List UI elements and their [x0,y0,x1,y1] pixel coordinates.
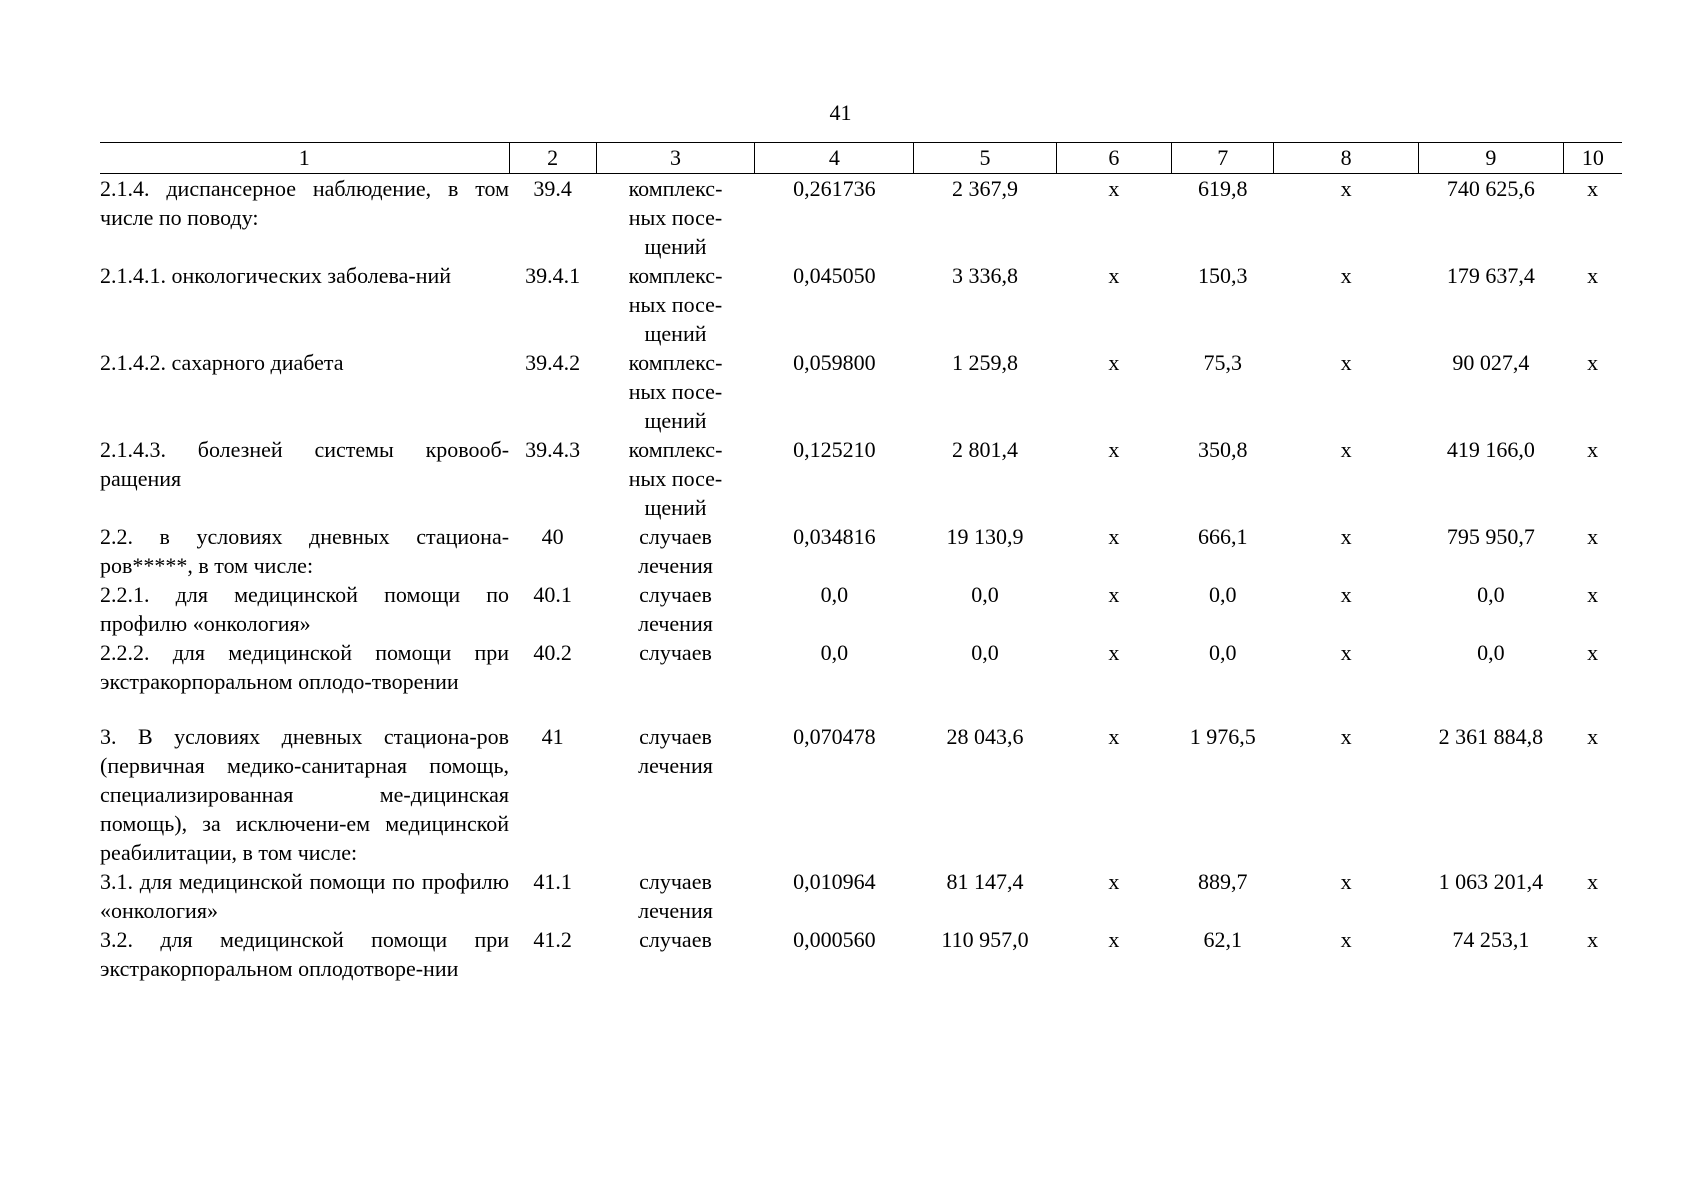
table-body [100,174,1622,984]
row-col-10: х [1587,869,1599,894]
row-col-8: х [1340,176,1352,201]
row-col-5: 0,0 [971,640,999,665]
table-row [100,522,1622,580]
header-row [100,143,1622,174]
row-col-10: х [1587,437,1599,462]
row-col-7: 889,7 [1197,869,1248,894]
table-row [100,435,1622,522]
row-unit: комплекс- ных посе- щений [628,263,723,346]
table-row [100,925,1622,983]
row-col-10: х [1587,524,1599,549]
row-col-5: 0,0 [971,582,999,607]
row-col-8: х [1340,263,1352,288]
row-col-7: 666,1 [1197,524,1248,549]
row-col-6: х [1108,869,1120,894]
row-col-8: х [1340,582,1352,607]
spacer-cell [100,696,1622,722]
row-col-7: 1 976,5 [1189,724,1256,749]
row-col-10: х [1587,263,1599,288]
row-name: 2.2.2. для медицинской помощи при экстракорпоральном оплодо-творении [100,640,510,694]
row-name: 3.2. для медицинской помощи при экстракорпоральном оплодотворе-нии [100,927,510,981]
row-col-10: х [1587,927,1599,952]
row-col-4: 0,125210 [793,437,876,462]
row-col-9: 795 950,7 [1446,524,1535,549]
column-header-4: 4 [755,143,914,174]
row-unit: случаев лечения [638,724,713,778]
column-header-6: 6 [1056,143,1171,174]
column-header-10: 10 [1563,143,1622,174]
row-spacer [100,696,1622,722]
row-name: 2.2.1. для медицинской помощи по профилю «онкология» [100,582,510,636]
row-col-7: 0,0 [1208,640,1237,665]
column-header-2: 2 [509,143,596,174]
row-col-8: х [1340,869,1352,894]
row-col-4: 0,070478 [793,724,876,749]
table-row [100,638,1622,696]
row-col-5: 3 336,8 [951,263,1018,288]
row-code: 39.4 [533,176,572,201]
row-col-4: 0,0 [820,582,849,607]
row-col-6: х [1108,582,1120,607]
row-col-10: х [1587,176,1599,201]
row-code: 40.1 [533,582,572,607]
row-col-9: 740 625,6 [1446,176,1535,201]
row-col-6: х [1108,927,1120,952]
row-code: 41.1 [533,869,572,894]
column-header-1: 1 [100,143,509,174]
column-header-3: 3 [596,143,755,174]
row-name: 2.2. в условиях дневных стациона-ров*****, в том числе: [100,524,510,578]
table-row [100,580,1622,638]
row-col-7: 150,3 [1197,263,1248,288]
row-col-9: 179 637,4 [1446,263,1535,288]
row-col-6: х [1108,176,1120,201]
row-col-6: х [1108,640,1120,665]
row-code: 39.4.2 [525,350,581,375]
row-col-5: 1 259,8 [951,350,1018,375]
column-header-5: 5 [914,143,1057,174]
row-unit: случаев лечения [638,869,713,923]
row-col-9: 2 361 884,8 [1438,724,1544,749]
row-col-4: 0,059800 [793,350,876,375]
row-code: 41 [541,724,564,749]
row-col-7: 75,3 [1203,350,1242,375]
row-name: 2.1.4.3. болезней системы кровооб-ращения [100,437,510,491]
row-col-9: 0,0 [1477,582,1505,607]
row-col-10: х [1587,724,1599,749]
row-col-9: 90 027,4 [1452,350,1530,375]
row-col-5: 28 043,6 [946,724,1024,749]
row-code: 41.2 [533,927,572,952]
row-col-10: х [1587,582,1599,607]
row-unit: случаев лечения [638,524,713,578]
row-col-7: 350,8 [1197,437,1248,462]
row-col-4: 0,261736 [793,176,876,201]
table-row [100,722,1622,867]
row-code: 40 [541,524,564,549]
row-col-6: х [1108,724,1120,749]
row-col-6: х [1108,350,1120,375]
table-header [100,143,1622,174]
row-col-5: 2 367,9 [951,176,1018,201]
row-unit: случаев лечения [638,582,713,636]
row-col-6: х [1108,263,1120,288]
row-name: 3. В условиях дневных стациона-ров (первичная медико-санитарная помощь, специализированная ме-дицинская помощь), за исключени-ем медицинской реабилитации, в том числе: [100,724,510,865]
row-unit: комплекс- ных посе- щений [628,437,723,520]
row-unit: комплекс- ных посе- щений [628,176,723,259]
row-col-5: 19 130,9 [946,524,1024,549]
row-col-8: х [1340,640,1352,665]
row-name: 2.1.4.2. сахарного диабета [100,350,344,375]
row-col-4: 0,000560 [793,927,876,952]
row-unit: комплекс- ных посе- щений [628,350,723,433]
row-unit: случаев [639,927,712,952]
row-col-5: 2 801,4 [951,437,1018,462]
row-code: 40.2 [533,640,572,665]
row-name: 3.1. для медицинской помощи по профилю «онкология» [100,869,510,923]
row-col-5: 110 957,0 [941,927,1029,952]
row-col-7: 62,1 [1203,927,1242,952]
table-row [100,174,1622,262]
row-col-10: х [1587,640,1599,665]
row-col-9: 1 063 201,4 [1438,869,1544,894]
table-row [100,867,1622,925]
row-col-9: 74 253,1 [1452,927,1530,952]
row-code: 39.4.1 [525,263,581,288]
row-col-8: х [1340,437,1352,462]
row-col-4: 0,045050 [793,263,876,288]
row-col-9: 419 166,0 [1446,437,1535,462]
row-col-4: 0,0 [820,640,849,665]
row-col-5: 81 147,4 [946,869,1024,894]
column-header-8: 8 [1274,143,1419,174]
row-col-6: х [1108,437,1120,462]
row-col-10: х [1587,350,1599,375]
page-number: 41 [829,100,852,125]
row-col-4: 0,010964 [793,869,876,894]
row-col-7: 619,8 [1197,176,1248,201]
row-col-8: х [1340,350,1352,375]
row-col-8: х [1340,724,1352,749]
row-col-8: х [1340,927,1352,952]
column-header-9: 9 [1419,143,1564,174]
data-table [100,142,1622,983]
row-code: 39.4.3 [525,437,581,462]
row-unit: случаев [639,640,712,665]
row-col-4: 0,034816 [793,524,876,549]
table-row [100,261,1622,348]
row-col-6: х [1108,524,1120,549]
table-row [100,348,1622,435]
row-col-8: х [1340,524,1352,549]
row-name: 2.1.4. диспансерное наблюдение, в том числе по поводу: [100,176,510,230]
row-name: 2.1.4.1. онкологических заболева-ний [100,263,452,288]
row-col-9: 0,0 [1477,640,1505,665]
column-header-7: 7 [1172,143,1274,174]
row-col-7: 0,0 [1208,582,1237,607]
